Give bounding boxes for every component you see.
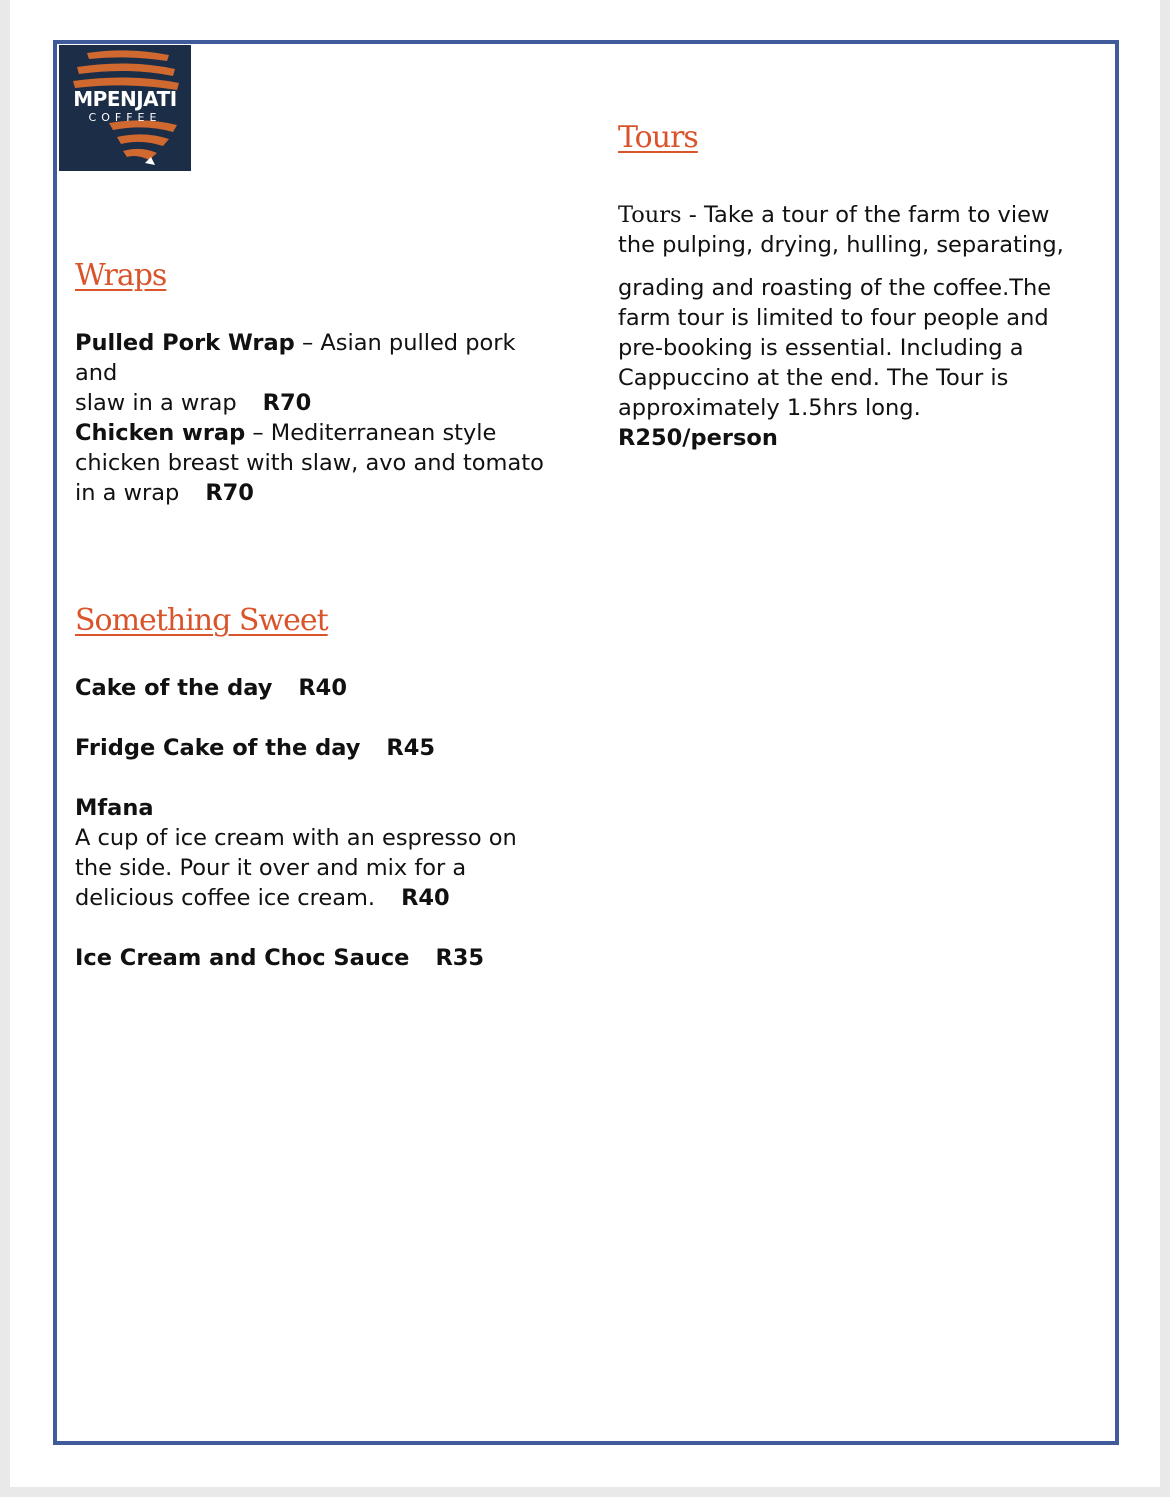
item-name: Mfana — [75, 795, 154, 821]
tours-heading: Tours — [618, 120, 698, 155]
menu-item-mfana — [75, 793, 555, 913]
menu-item-ice-cream-choc — [75, 943, 555, 973]
tours-description-cont — [618, 273, 1088, 453]
item-name: Ice Cream and Choc Sauce — [75, 945, 410, 971]
item-price: R40 — [298, 675, 347, 701]
item-price: R45 — [386, 735, 436, 761]
tours-price: R250/person — [618, 425, 778, 451]
item-name: Cake of the day — [75, 675, 273, 701]
tours-line: Cappuccino at the end. The Tour is — [618, 365, 1009, 391]
item-name: Chicken wrap — [75, 420, 246, 446]
item-name: Pulled Pork Wrap — [75, 330, 295, 356]
tours-line: pre-booking is essential. Including a — [618, 335, 1024, 361]
logo-wordmark: MPENJATI — [73, 87, 177, 111]
tours-line: farm tour is limited to four people and — [618, 305, 1049, 331]
tours-label: Tours — [618, 202, 682, 228]
tours-line: grading and roasting of the coffee.The — [618, 275, 1052, 301]
tours-line: the pulping, drying, hulling, separating, — [618, 232, 1064, 258]
item-description: – Asian pulled pork and — [75, 330, 516, 386]
item-description: chicken breast with slaw, avo and tomato — [75, 450, 544, 476]
item-description: A cup of ice cream with an espresso on — [75, 825, 517, 851]
item-name: Fridge Cake of the day — [75, 735, 361, 761]
item-price: R35 — [435, 945, 485, 971]
item-description: the side. Pour it over and mix for a — [75, 855, 467, 881]
menu-item-cake-of-the-day — [75, 673, 555, 703]
item-price: R70 — [262, 390, 312, 416]
tours-description — [618, 200, 1088, 260]
item-price: R70 — [205, 480, 254, 506]
mpenjati-logo — [59, 45, 191, 171]
tours-line: - Take a tour of the farm to view — [681, 202, 1050, 228]
item-description: – Mediterranean style — [245, 420, 497, 446]
item-price: R40 — [401, 885, 450, 911]
logo-subtitle: COFFEE — [88, 111, 162, 124]
item-description: in a wrap — [75, 480, 180, 506]
wraps-heading: Wraps — [75, 258, 167, 293]
item-description: delicious coffee ice cream. — [75, 885, 376, 911]
item-description: slaw in a wrap — [75, 390, 237, 416]
something-sweet-heading: Something Sweet — [75, 603, 328, 638]
menu-item-chicken-wrap — [75, 418, 555, 508]
menu-item-pulled-pork-wrap — [75, 328, 555, 418]
menu-item-fridge-cake — [75, 733, 555, 763]
tours-line: approximately 1.5hrs long. — [618, 395, 921, 421]
